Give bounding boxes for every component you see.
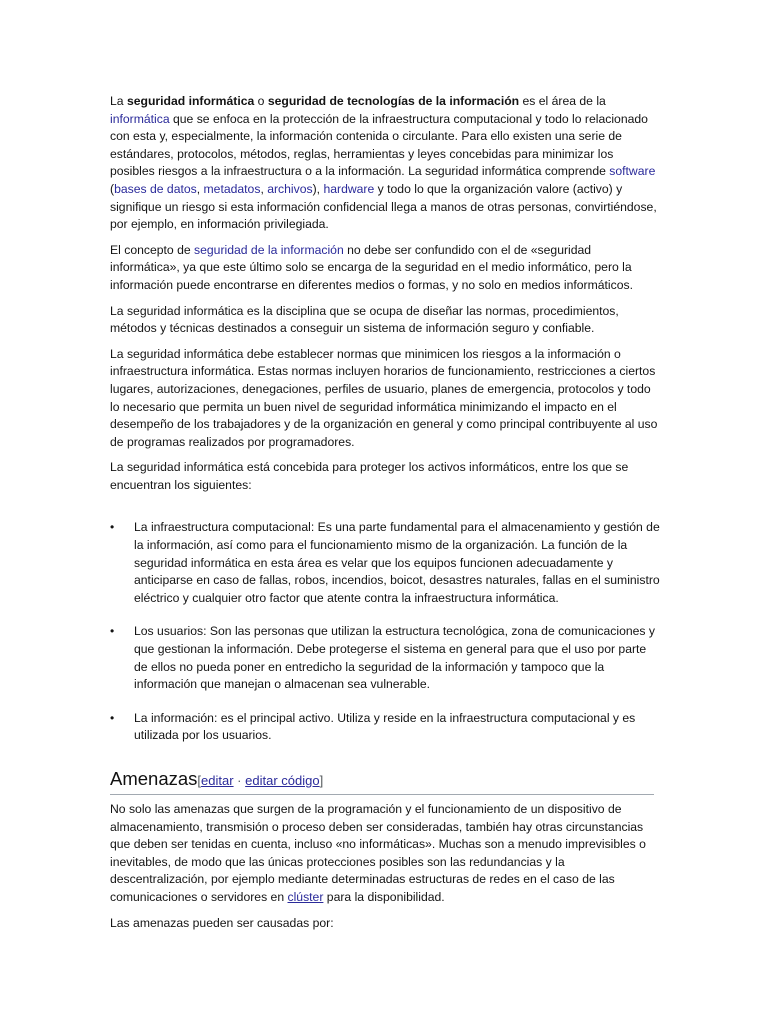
link-metadatos[interactable]: metadatos xyxy=(203,181,261,196)
list-item: • La información: es el principal activo. Utiliza y reside en la infraestructura computacional y es utilizada por los usuarios. xyxy=(110,710,660,744)
list-item: • Los usuarios: Son las personas que utilizan la estructura tecnológica, zona de comunicaciones y que gestionan la información. Debe protegerse el sistema en general para que el uso por parte de ellos no pueda poner en entredicho la seguridad de la información y tampoco que la información que manejan o almacenan sea vulnerable. xyxy=(110,623,660,693)
discipline-paragraph: La seguridad informática es la disciplina que se ocupa de diseñar las normas, procedimientos, métodos y técnicas destinados a conseguir un sistema de información seguro y confiable. xyxy=(110,303,619,336)
threats-causes-paragraph: Las amenazas pueden ser causadas por: xyxy=(110,915,334,930)
link-bases-de-datos[interactable]: bases de datos xyxy=(114,181,197,196)
edit-section-links: [editar · editar código] xyxy=(197,773,324,788)
norms-paragraph: La seguridad informática debe establecer normas que minimicen los riesgos a la información o infraestructura informática. Estas normas incluyen horarios de funcionamiento, restricciones a ciertos lugares, autorizaciones, denegaciones, perfiles de usuario, planes de emergencia, protocolos y todo lo necesario que permita un buen nivel de seguridad informática minimizando el impacto en el desempeño de los trabajadores y de la organización en general y como principal contribuyente al uso de programas realizados por programadores. xyxy=(110,346,658,449)
edit-link[interactable]: editar xyxy=(201,773,234,788)
link-cluster[interactable]: clúster xyxy=(287,889,324,904)
concept-paragraph: El concepto de seguridad de la información no debe ser confundido con el de «seguridad informática», ya que este último solo se encarga de la seguridad en el medio informático, pero la información puede encontrarse en diferentes medios o formas, y no solo en medios informáticos. xyxy=(110,242,633,292)
section-heading-amenazas xyxy=(110,767,654,795)
article-body xyxy=(110,93,660,744)
link-informatica[interactable]: informática xyxy=(110,111,170,126)
link-software[interactable]: software xyxy=(609,164,656,179)
link-archivos[interactable]: archivos xyxy=(267,181,313,196)
bold-term-seguridad-informatica: seguridad informática xyxy=(126,94,255,108)
link-hardware[interactable]: hardware xyxy=(323,181,375,196)
section-title: Amenazas xyxy=(110,768,198,789)
threats-paragraph: No solo las amenazas que surgen de la programación y el funcionamiento de un dispositivo de almacenamiento, transmisión o proceso deben ser consideradas, también hay otras circunstancias que deben ser tenidas en cuenta, incluso «no informáticas». Muchas son a menudo imprevisibles o inevitables, de modo que las únicas protecciones posibles son las redundancias y la descentralización, por ejemplo mediante determinadas estructuras de redes en el caso de las comunicaciones o servidores en clúster para la disponibilidad. xyxy=(110,802,646,904)
list-item: • La infraestructura computacional: Es una parte fundamental para el almacenamiento y gestión de la información, así como para el funcionamiento mismo de la organización. La función de la seguridad informática en esta área es velar que los equipos funcionen adecuadamente y anticiparse en caso de fallas, robos, incendios, boicot, desastres naturales, fallas en el suministro eléctrico y cualquier otro factor que atente contra la infraestructura informática. xyxy=(110,519,660,607)
threats-body xyxy=(110,801,660,940)
edit-code-link[interactable]: editar código xyxy=(245,773,320,788)
intro-paragraph: La seguridad informática o seguridad de tecnologías de la información es el área de la informática que se enfoca en la protección de la infraestructura computacional y todo lo relacionado con esta y, especialmente, la información contenida o circulante. Para ello existen una serie de estándares, protocolos, métodos, reglas, herramientas y leyes concebidas para minimizar los posibles riesgos a la infraestructura o a la información. La seguridad informática comprende software (bases de datos, metadatos, archivos), hardware y todo lo que la organización valore (activo) y signifique un riesgo si esta información confidencial llega a manos de otras personas, convirtiéndose, por ejemplo, en información privilegiada. xyxy=(110,94,657,232)
assets-intro-paragraph: La seguridad informática está concebida para proteger los activos informáticos, entre los que se encuentran los siguientes: xyxy=(110,460,629,492)
link-seguridad-de-la-informacion[interactable]: seguridad de la información xyxy=(194,242,344,257)
bold-term-seguridad-tecnologias: seguridad de tecnologías de la información xyxy=(267,94,520,108)
assets-list xyxy=(110,519,660,743)
